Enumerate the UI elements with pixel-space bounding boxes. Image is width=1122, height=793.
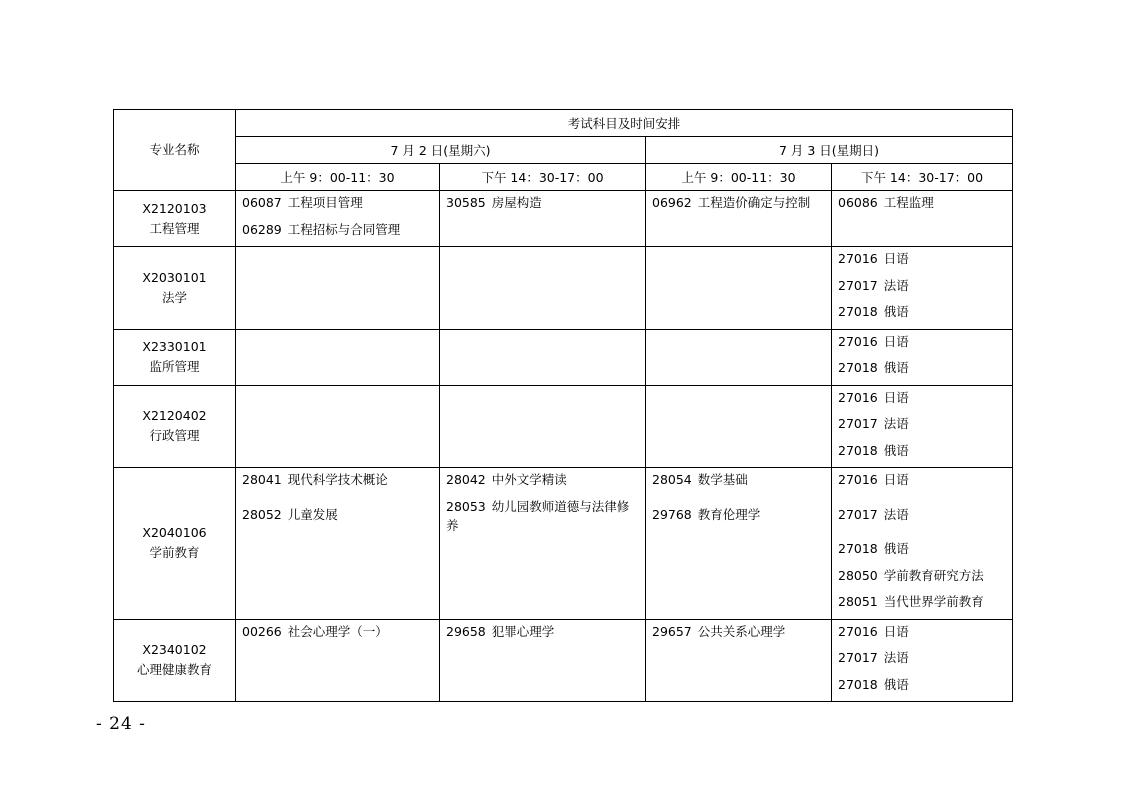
course-item xyxy=(242,193,433,220)
course-name: 俄语 xyxy=(883,676,909,692)
header-major-name: 专业名称 xyxy=(114,110,236,191)
course-code: 27016 xyxy=(838,251,878,266)
table-row xyxy=(114,385,1013,468)
course-item xyxy=(652,622,825,649)
course-cell xyxy=(236,468,440,620)
course-name: 犯罪心理学 xyxy=(491,623,555,639)
course-item xyxy=(446,193,639,220)
course-code: 27017 xyxy=(838,650,878,665)
course-code: 29657 xyxy=(652,623,692,639)
course-cell xyxy=(440,247,646,330)
course-code: 28041 xyxy=(242,472,282,487)
header-session-2: 下午 14：30-17：00 xyxy=(440,164,646,191)
course-name: 日语 xyxy=(883,389,909,405)
table-row xyxy=(114,619,1013,702)
major-name: 行政管理 xyxy=(149,428,200,444)
course-name: 学前教育研究方法 xyxy=(883,567,984,583)
table-row xyxy=(114,329,1013,385)
course-item xyxy=(838,622,1006,649)
course-code: 27018 xyxy=(838,304,878,319)
course-cell xyxy=(832,247,1013,330)
header-exam-schedule: 考试科目及时间安排 xyxy=(236,110,1013,137)
course-item xyxy=(838,332,1006,359)
course-item xyxy=(838,249,1006,276)
course-code: 06289 xyxy=(242,221,282,237)
course-code: 27017 xyxy=(838,416,878,431)
header-day-2: 7 月 3 日(星期日) xyxy=(646,137,1013,164)
major-code: X2030101 xyxy=(142,269,207,285)
table-row xyxy=(114,191,1013,247)
course-item xyxy=(242,505,433,532)
header-day-1: 7 月 2 日(星期六) xyxy=(236,137,646,164)
course-name: 俄语 xyxy=(883,304,909,319)
course-name: 工程项目管理 xyxy=(287,195,363,210)
header-session-3: 上午 9：00-11：30 xyxy=(646,164,832,191)
course-name: 现代科学技术概论 xyxy=(287,472,388,487)
course-cell xyxy=(646,329,832,385)
major-code: X2120103 xyxy=(142,200,207,216)
course-code: 00266 xyxy=(242,623,282,639)
major-cell xyxy=(114,191,236,247)
course-cell xyxy=(236,619,440,702)
course-code: 27018 xyxy=(838,360,878,375)
course-code: 28051 xyxy=(838,594,878,609)
course-name: 俄语 xyxy=(883,360,909,375)
course-cell xyxy=(646,619,832,702)
course-cell xyxy=(440,468,646,620)
course-name: 日语 xyxy=(883,623,909,639)
course-item xyxy=(838,441,1006,468)
course-name: 儿童发展 xyxy=(287,506,338,522)
table-row xyxy=(114,468,1013,620)
course-item xyxy=(652,193,825,220)
course-code: 29658 xyxy=(446,623,486,639)
course-cell xyxy=(440,385,646,468)
major-code: X2040106 xyxy=(142,525,207,541)
course-code: 27016 xyxy=(838,623,878,639)
course-code: 30585 xyxy=(446,195,486,210)
course-cell xyxy=(236,385,440,468)
course-name: 社会心理学（一） xyxy=(287,623,388,639)
course-name: 幼儿园教师道德与法律修养 xyxy=(446,498,630,533)
course-cell xyxy=(646,385,832,468)
course-item xyxy=(838,648,1006,675)
course-cell xyxy=(832,468,1013,620)
course-item xyxy=(838,193,1006,220)
course-code: 27016 xyxy=(838,333,878,349)
course-item xyxy=(838,566,1006,593)
course-name: 当代世界学前教育 xyxy=(883,594,984,609)
course-cell xyxy=(440,329,646,385)
course-name: 公共关系心理学 xyxy=(697,623,786,639)
course-item xyxy=(652,505,825,532)
course-code: 28050 xyxy=(838,567,878,583)
course-code: 27016 xyxy=(838,472,878,487)
course-cell xyxy=(440,619,646,702)
course-item xyxy=(838,388,1006,415)
course-name: 日语 xyxy=(883,472,909,487)
course-code: 27018 xyxy=(838,442,878,458)
course-item xyxy=(838,414,1006,441)
course-item xyxy=(446,470,639,497)
course-item xyxy=(242,622,433,649)
course-item xyxy=(838,592,1006,619)
major-code: X2330101 xyxy=(142,339,207,354)
course-name: 俄语 xyxy=(883,541,909,556)
course-code: 06087 xyxy=(242,195,282,210)
course-name: 数学基础 xyxy=(697,472,748,487)
major-cell xyxy=(114,385,236,468)
course-code: 28052 xyxy=(242,506,282,522)
course-name: 教育伦理学 xyxy=(697,506,761,522)
major-cell xyxy=(114,619,236,702)
course-cell xyxy=(832,385,1013,468)
course-item xyxy=(242,220,433,247)
course-code: 06962 xyxy=(652,195,692,210)
course-code: 27016 xyxy=(838,389,878,405)
course-item xyxy=(838,358,1006,385)
course-name: 法语 xyxy=(883,650,909,665)
course-cell xyxy=(236,191,440,247)
course-name: 法语 xyxy=(883,506,909,522)
course-code: 28042 xyxy=(446,472,486,487)
course-cell xyxy=(832,191,1013,247)
course-name: 日语 xyxy=(883,333,909,349)
major-name: 监所管理 xyxy=(149,359,200,374)
course-code: 28054 xyxy=(652,472,692,487)
course-name: 工程招标与合同管理 xyxy=(287,221,401,237)
major-cell xyxy=(114,329,236,385)
course-cell xyxy=(646,247,832,330)
major-name: 工程管理 xyxy=(149,220,200,236)
header-session-1: 上午 9：00-11：30 xyxy=(236,164,440,191)
major-code: X2120402 xyxy=(142,408,207,424)
major-name: 法学 xyxy=(161,289,187,305)
major-cell xyxy=(114,247,236,330)
course-item xyxy=(838,276,1006,303)
course-code: 27018 xyxy=(838,541,878,556)
course-cell xyxy=(646,191,832,247)
major-cell xyxy=(114,468,236,620)
course-code: 27018 xyxy=(838,676,878,692)
course-cell xyxy=(646,468,832,620)
course-item xyxy=(838,470,1006,505)
major-code: X2340102 xyxy=(142,642,207,658)
course-name: 中外文学精读 xyxy=(491,472,567,487)
course-item xyxy=(838,505,1006,540)
major-name: 心理健康教育 xyxy=(136,662,212,678)
course-item xyxy=(446,622,639,649)
course-code: 29768 xyxy=(652,506,692,522)
course-item xyxy=(446,497,639,535)
course-item xyxy=(242,470,433,505)
course-name: 房屋构造 xyxy=(491,195,542,210)
course-name: 工程造价确定与控制 xyxy=(697,195,811,210)
course-code: 27017 xyxy=(838,277,878,293)
course-code: 06086 xyxy=(838,195,878,210)
course-name: 法语 xyxy=(883,416,909,431)
course-item xyxy=(652,470,825,505)
course-cell xyxy=(832,329,1013,385)
course-code: 28053 xyxy=(446,498,486,514)
table-row xyxy=(114,247,1013,330)
course-item xyxy=(838,302,1006,329)
header-session-4: 下午 14：30-17：00 xyxy=(832,164,1013,191)
course-cell xyxy=(236,329,440,385)
course-name: 俄语 xyxy=(883,442,909,458)
exam-schedule-table xyxy=(113,109,1013,702)
course-name: 法语 xyxy=(883,277,909,293)
page-number: - 24 - xyxy=(96,714,146,734)
course-name: 工程监理 xyxy=(883,195,934,210)
course-item xyxy=(838,539,1006,566)
major-name: 学前教育 xyxy=(149,545,200,561)
course-cell xyxy=(440,191,646,247)
course-name: 日语 xyxy=(883,251,909,266)
course-cell xyxy=(832,619,1013,702)
course-item xyxy=(838,675,1006,702)
course-cell xyxy=(236,247,440,330)
course-code: 27017 xyxy=(838,506,878,522)
